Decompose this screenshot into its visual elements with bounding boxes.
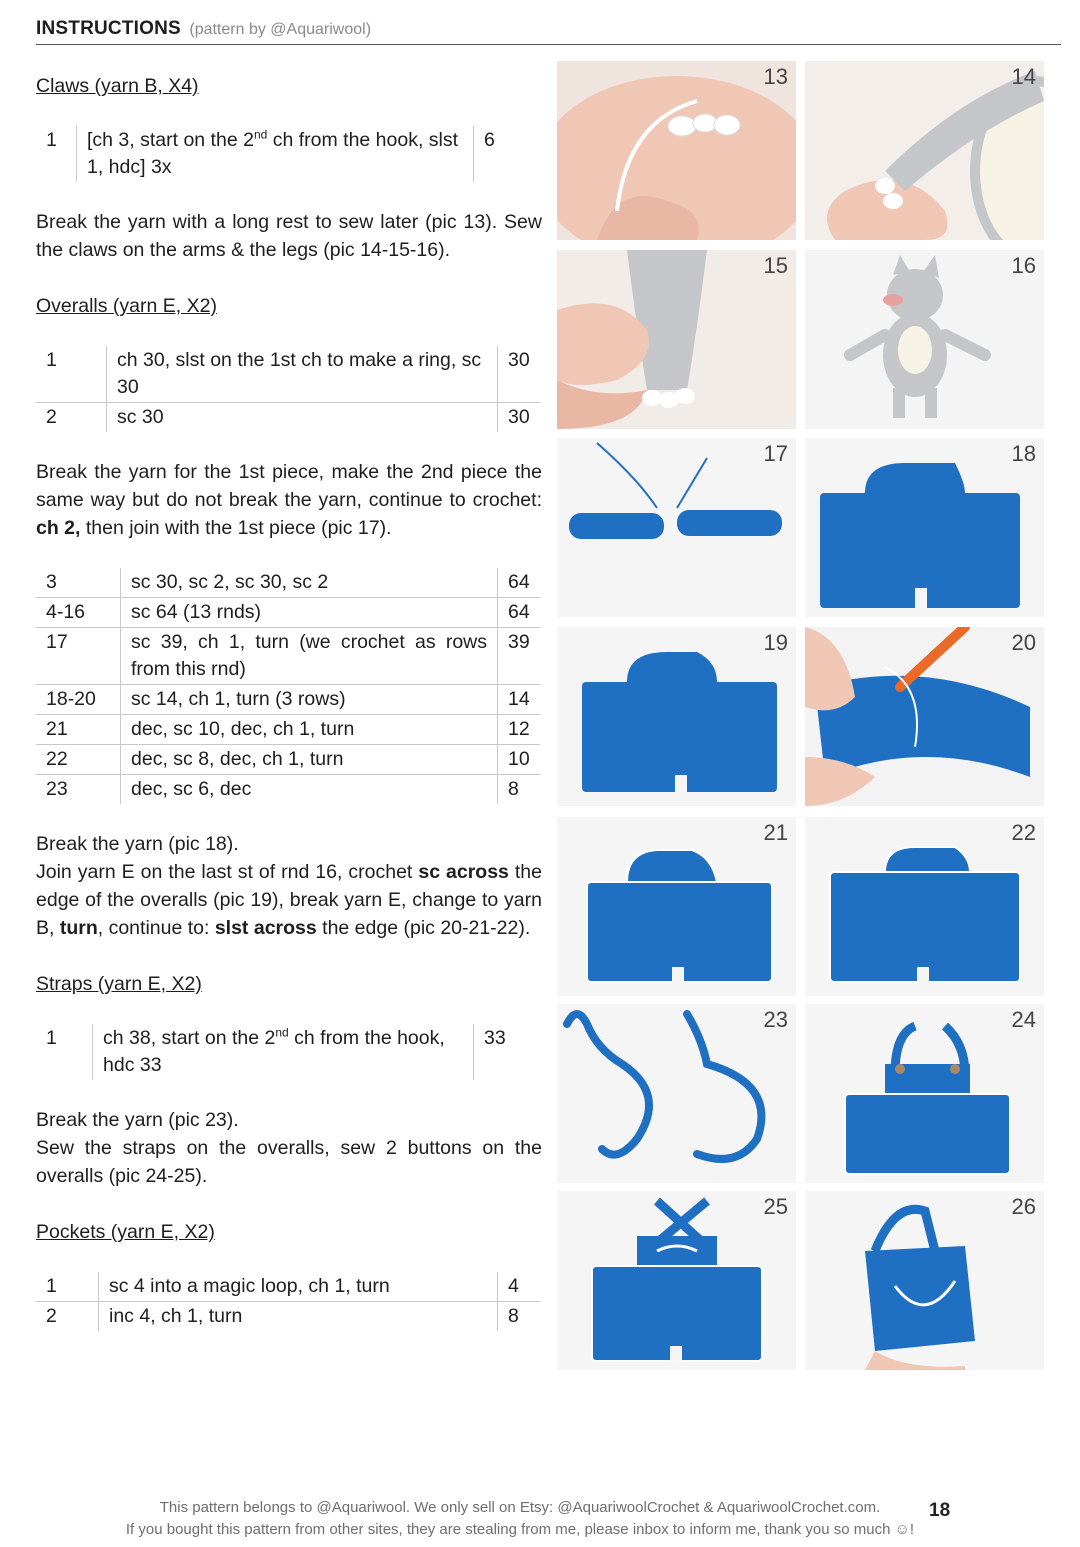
round-instruction: sc 30 xyxy=(107,403,498,433)
straps-table xyxy=(36,1024,516,1080)
photo-22 xyxy=(805,817,1044,996)
photo-20-image xyxy=(805,627,1044,806)
claws-note: Break the yarn with a long rest to sew later (pic 13). Sew the claws on the arms & the legs (pic 14-15-16). xyxy=(36,211,542,261)
footer-line-1: This pattern belongs to @Aquariwool. We only sell on Etsy: @AquariwoolCrochet & AquariwoolCrochet.com. xyxy=(159,1499,881,1516)
overalls-note-1: Break the yarn for the 1st piece, make the 2nd piece the same way but do not break the yarn, continue to crochet: ch 2, then join with the 1st piece (pic 17). xyxy=(36,461,542,539)
photo-23 xyxy=(557,1004,796,1183)
photo-number: 20 xyxy=(1011,630,1036,655)
photo-18 xyxy=(805,438,1044,617)
pockets-title: Pockets (yarn E, X2) xyxy=(36,1221,215,1243)
stitch-count: 8 xyxy=(508,778,519,800)
stitch-count: 12 xyxy=(498,715,541,745)
overalls-table-b xyxy=(36,568,540,804)
photo-25 xyxy=(557,1191,796,1370)
round-number: 23 xyxy=(46,778,68,800)
stitch-count: 30 xyxy=(498,346,541,403)
table-row xyxy=(36,775,540,805)
photo-21-image xyxy=(557,817,796,996)
photo-21 xyxy=(557,817,796,996)
footer-line-2: If you bought this pattern from other sites, they are stealing from me, please inbox to inform me, thank you so much ☺! xyxy=(125,1521,915,1538)
stitch-count: 39 xyxy=(498,628,541,685)
round-instruction: [ch 3, start on the 2nd ch from the hook, slst 1, hdc] 3x xyxy=(77,126,474,182)
table-row xyxy=(36,403,540,433)
round-instruction: sc 64 (13 rnds) xyxy=(121,598,498,628)
table-row xyxy=(36,715,540,745)
stitch-count: 14 xyxy=(498,685,541,715)
table-row xyxy=(36,745,540,775)
photo-number: 14 xyxy=(1011,64,1036,89)
photo-14 xyxy=(805,61,1044,240)
round-number: 4-16 xyxy=(36,598,121,628)
overalls-table-a xyxy=(36,346,540,432)
overalls-title: Overalls (yarn E, X2) xyxy=(36,295,217,317)
table-row xyxy=(36,1302,540,1332)
photo-number: 25 xyxy=(763,1194,788,1219)
round-instruction: sc 30, sc 2, sc 30, sc 2 xyxy=(121,568,498,598)
instructions-column xyxy=(36,72,542,1331)
page-byline: (pattern by @Aquariwool) xyxy=(189,21,372,38)
round-number: 1 xyxy=(36,1272,99,1302)
photo-number: 15 xyxy=(763,253,788,278)
photo-number: 17 xyxy=(763,441,788,466)
photo-number: 26 xyxy=(1011,1194,1036,1219)
round-number: 22 xyxy=(36,745,121,775)
photo-number: 22 xyxy=(1011,820,1036,845)
page-number: 18 xyxy=(929,1500,951,1521)
round-number: 18-20 xyxy=(36,685,121,715)
photo-22-image xyxy=(805,817,1044,996)
table-row xyxy=(36,685,540,715)
round-instruction: sc 4 into a magic loop, ch 1, turn xyxy=(99,1272,498,1302)
stitch-count: 64 xyxy=(498,568,541,598)
photo-23-image xyxy=(557,1004,796,1183)
stitch-count: 4 xyxy=(498,1272,541,1302)
round-number: 2 xyxy=(46,406,57,428)
photo-26-image xyxy=(805,1191,1044,1370)
stitch-count: 64 xyxy=(498,598,541,628)
table-row xyxy=(36,568,540,598)
table-row xyxy=(36,1024,516,1080)
photo-15 xyxy=(557,250,796,429)
photo-17-image xyxy=(557,438,796,617)
page-header xyxy=(36,18,1061,45)
stitch-count: 6 xyxy=(484,129,495,151)
photo-number: 19 xyxy=(763,630,788,655)
stitch-count: 10 xyxy=(498,745,541,775)
footer xyxy=(0,1497,1040,1541)
photo-26 xyxy=(805,1191,1044,1370)
stitch-count: 33 xyxy=(484,1027,506,1049)
table-row xyxy=(36,598,540,628)
table-row xyxy=(36,346,540,403)
table-row xyxy=(36,628,540,685)
photo-number: 13 xyxy=(763,64,788,89)
claws-title: Claws (yarn B, X4) xyxy=(36,75,199,97)
stitch-count: 30 xyxy=(508,406,530,428)
round-number: 1 xyxy=(46,129,57,151)
photo-19 xyxy=(557,627,796,806)
round-number: 21 xyxy=(36,715,121,745)
page-title: INSTRUCTIONS xyxy=(36,18,181,39)
photo-24 xyxy=(805,1004,1044,1183)
round-instruction: sc 14, ch 1, turn (3 rows) xyxy=(121,685,498,715)
round-number: 17 xyxy=(36,628,121,685)
table-row xyxy=(36,1272,540,1302)
photo-16-image xyxy=(805,250,1044,429)
photo-number: 21 xyxy=(763,820,788,845)
photo-number: 16 xyxy=(1011,253,1036,278)
photo-13 xyxy=(557,61,796,240)
photo-13-image xyxy=(557,61,796,240)
overalls-note-2: Break the yarn (pic 18). Join yarn E on the last st of rnd 16, crochet sc across the edge of the overalls (pic 19), break yarn E, change to yarn B, turn, continue to: slst across the edge (pic 20-21-22). xyxy=(36,833,542,939)
photo-number: 23 xyxy=(763,1007,788,1032)
table-row xyxy=(36,126,516,182)
photo-16 xyxy=(805,250,1044,429)
photo-17 xyxy=(557,438,796,617)
photo-15-image xyxy=(557,250,796,429)
round-instruction: ch 30, slst on the 1st ch to make a ring, sc 30 xyxy=(107,346,498,403)
pockets-table xyxy=(36,1272,540,1331)
photo-25-image xyxy=(557,1191,796,1370)
straps-note: Break the yarn (pic 23). Sew the straps on the overalls, sew 2 buttons on the overalls (pic 24-25). xyxy=(36,1109,542,1187)
round-instruction: sc 39, ch 1, turn (we crochet as rows from this rnd) xyxy=(121,628,498,685)
straps-title: Straps (yarn E, X2) xyxy=(36,973,202,995)
photo-14-image xyxy=(805,61,1044,240)
round-number: 1 xyxy=(36,346,107,403)
photo-20 xyxy=(805,627,1044,806)
photo-18-image xyxy=(805,438,1044,617)
photo-number: 24 xyxy=(1011,1007,1036,1032)
photo-19-image xyxy=(557,627,796,806)
round-number: 1 xyxy=(46,1027,57,1049)
round-instruction: inc 4, ch 1, turn xyxy=(99,1302,498,1332)
photo-24-image xyxy=(805,1004,1044,1183)
round-instruction: dec, sc 6, dec xyxy=(121,775,498,805)
claws-table xyxy=(36,126,516,182)
round-instruction: dec, sc 10, dec, ch 1, turn xyxy=(121,715,498,745)
round-instruction: ch 38, start on the 2nd ch from the hook, hdc 33 xyxy=(93,1024,474,1080)
round-number: 2 xyxy=(46,1305,57,1327)
round-instruction: dec, sc 8, dec, ch 1, turn xyxy=(121,745,498,775)
stitch-count: 8 xyxy=(508,1305,519,1327)
photo-number: 18 xyxy=(1011,441,1036,466)
round-number: 3 xyxy=(36,568,121,598)
